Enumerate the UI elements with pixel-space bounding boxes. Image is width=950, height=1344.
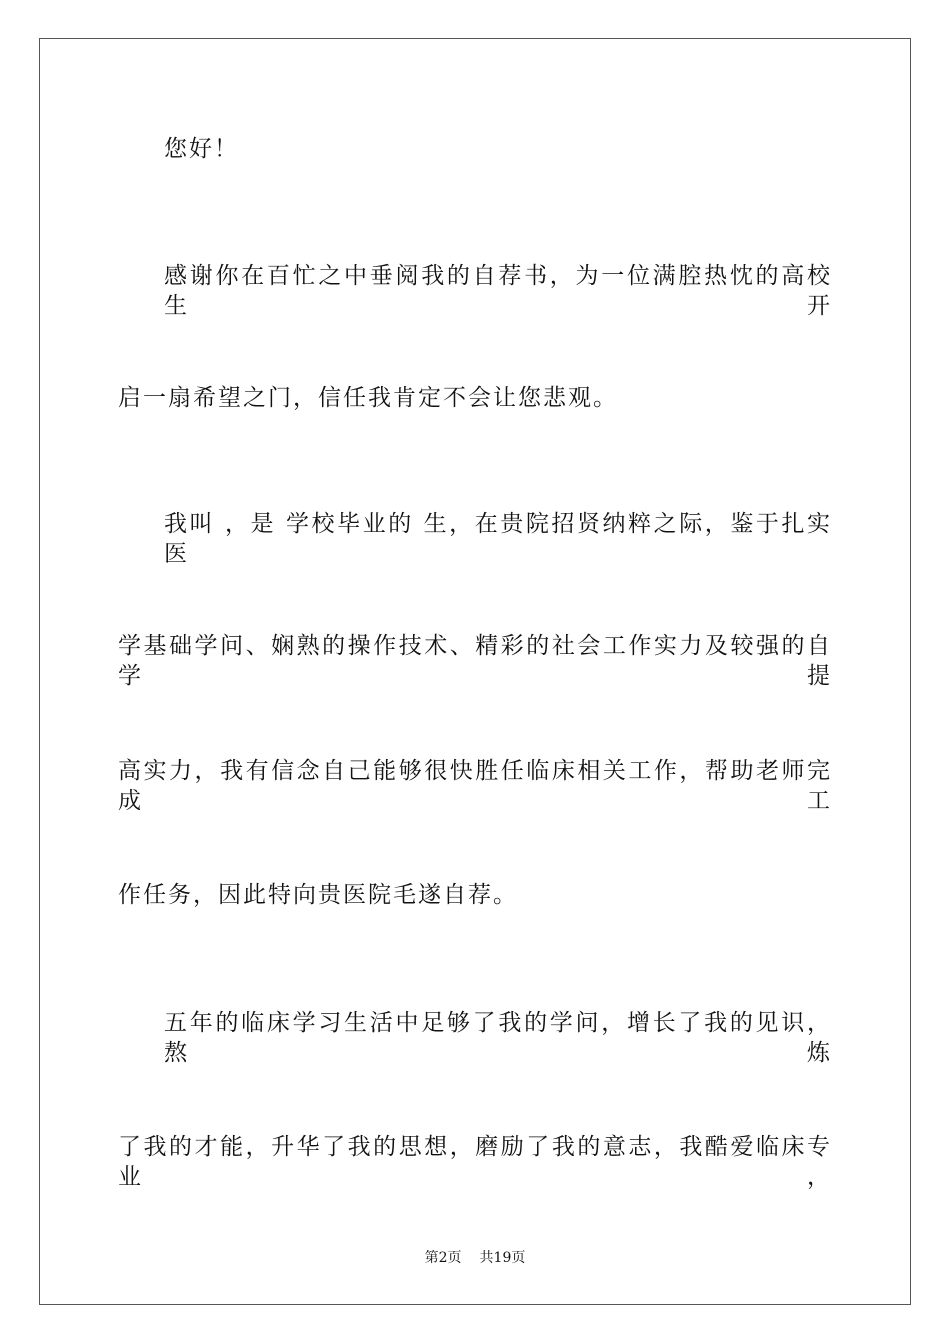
page-number-total: 共19页 [479, 1250, 526, 1266]
paragraph-line: 高实力，我有信念自己能够很快胜任临床相关工作，帮助老师完成工 [118, 758, 832, 814]
page-number-current: 第2页 [424, 1250, 462, 1266]
paragraph-line: 学基础学问、娴熟的操作技术、精彩的社会工作实力及较强的自学提 [118, 633, 832, 689]
paragraph-line: 我叫 ，是 学校毕业的 生，在贵院招贤纳粹之际，鉴于扎实医 [164, 511, 832, 567]
page-footer [0, 1248, 950, 1268]
paragraph-line: 了我的才能，升华了我的思想，磨励了我的意志，我酷爱临床专业， [118, 1134, 832, 1190]
paragraph-line: 感谢你在百忙之中垂阅我的自荐书，为一位满腔热忱的高校生开 [164, 263, 832, 319]
paragraph-line: 五年的临床学习生活中足够了我的学问，增长了我的见识，熬炼 [164, 1010, 832, 1066]
greeting-line: 您好！ [164, 136, 239, 162]
paragraph-line: 启一扇希望之门，信任我肯定不会让您悲观。 [118, 385, 618, 411]
paragraph-line: 作任务，因此特向贵医院毛遂自荐。 [118, 882, 518, 908]
